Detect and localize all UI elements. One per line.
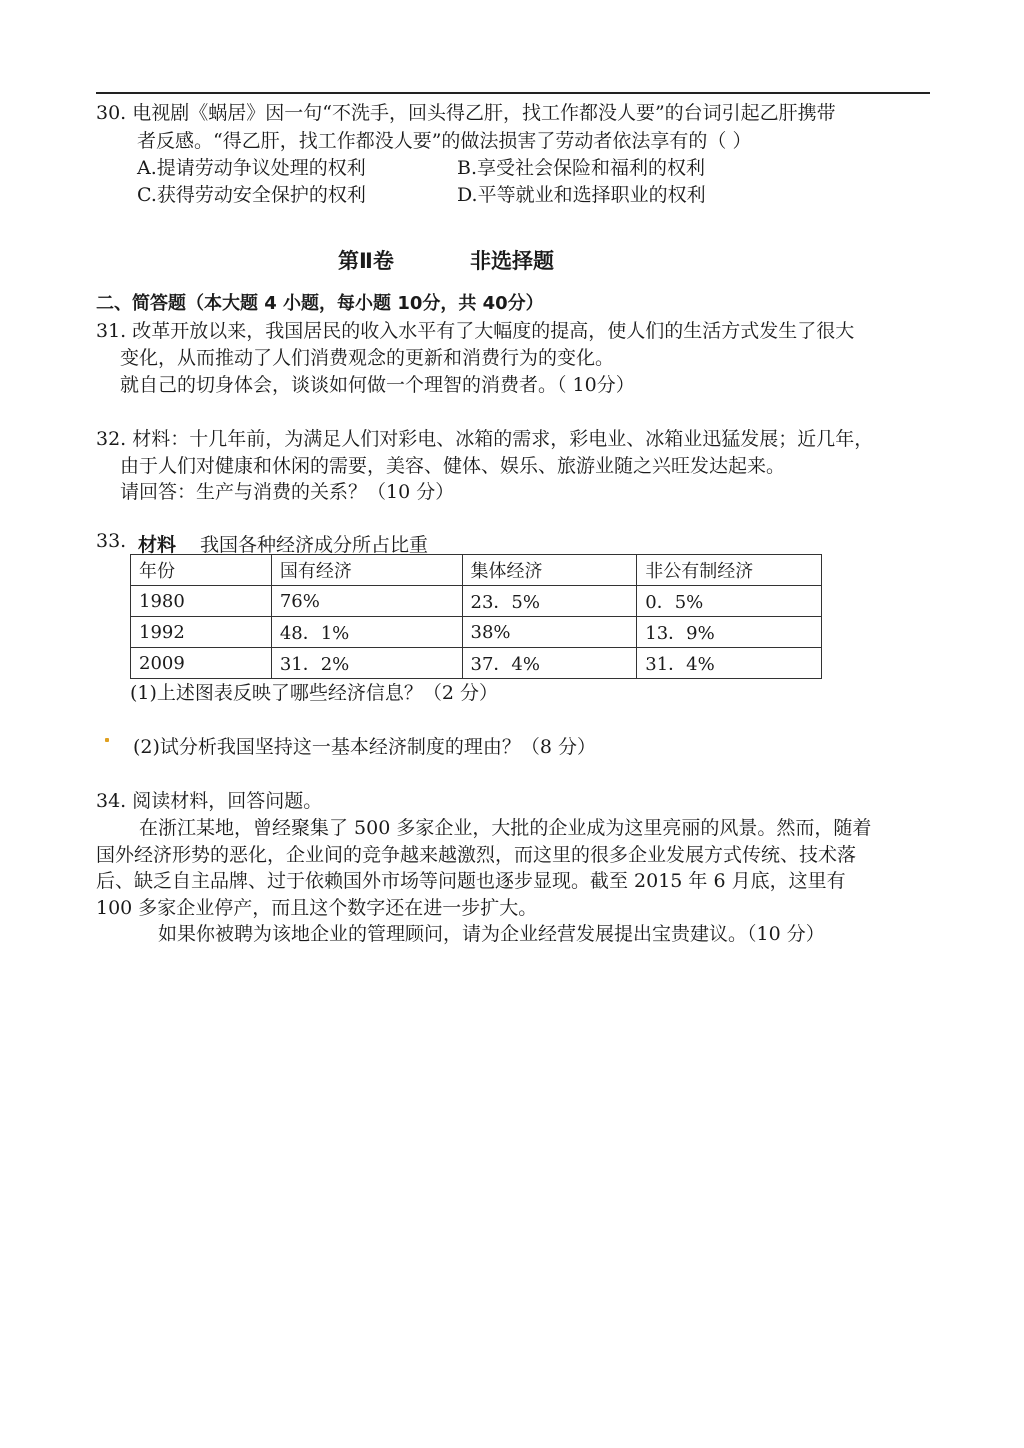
q33-caption: 我国各种经济成分所占比重 [200,534,429,556]
table-header-cell: 非公有制经济 [637,555,822,586]
q33-number: 33. [96,530,127,552]
part2-title-left: 第Ⅱ卷 [338,249,394,273]
q33-sub1: (1)上述图表反映了哪些经济信息？（2 分） [130,682,499,704]
q30-option-c: C.获得劳动安全保护的权利 [137,184,366,206]
table-cell: 2009 [131,648,272,679]
part2-title-right: 非选择题 [470,249,554,273]
table-cell: 13．9% [637,617,822,648]
table-row [131,586,822,617]
header-rule [96,92,930,94]
q31-line1: 31. 改革开放以来，我国居民的收入水平有了大幅度的提高，使人们的生活方式发生了很大 [96,320,855,342]
q34-para1-line3: 后、缺乏自主品牌、过于依赖国外市场等问题也逐步显现。截至 2015 年 6 月底，这里有 [96,870,846,892]
table-cell: 1980 [131,586,272,617]
q30-stem-line2: 者反感。“得乙肝，找工作都没人要”的做法损害了劳动者依法享有的（ ） [137,130,752,152]
economy-share-table [130,554,822,679]
table-header-cell: 年份 [131,555,272,586]
q32-line2: 由于人们对健康和休闲的需要，美容、健体、娱乐、旅游业随之兴旺发达起来。 [120,455,786,477]
q32-line3: 请回答：生产与消费的关系？（10 分） [120,481,455,503]
table-header-cell: 集体经济 [462,555,637,586]
q34-para1-line1: 在浙江某地，曾经聚集了 500 多家企业，大批的企业成为这里亮丽的风景。然而，随着 [139,817,872,839]
table-header-row [131,555,822,586]
table-cell: 23．5% [462,586,637,617]
q32-line1: 32. 材料：十几年前，为满足人们对彩电、冰箱的需求，彩电业、冰箱业迅猛发展；近几年， [96,428,874,450]
table-cell: 48．1% [271,617,462,648]
q33-material-label: 材料 [138,534,177,556]
q34-line1: 34. 阅读材料，回答问题。 [96,790,323,812]
table-cell: 38% [462,617,637,648]
q31-line2: 变化，从而推动了人们消费观念的更新和消费行为的变化。 [120,347,615,369]
q30-option-a: A.提请劳动争议处理的权利 [137,157,366,179]
stray-dot [105,738,109,742]
table-cell: 1992 [131,617,272,648]
table-cell: 37．4% [462,648,637,679]
q34-para1-line4: 100 多家企业停产，而且这个数字还在进一步扩大。 [96,897,538,919]
table-cell: 31．4% [637,648,822,679]
table-cell: 0．5% [637,586,822,617]
section2-heading: 二、简答题（本大题 4 小题，每小题 10分，共 40分） [96,293,544,314]
q34-para1-line2: 国外经济形势的恶化，企业间的竞争越来越激烈，而这里的很多企业发展方式传统、技术落 [96,844,857,866]
q30-option-d: D.平等就业和选择职业的权利 [457,184,706,206]
q34-para2: 如果你被聘为该地企业的管理顾问，请为企业经营发展提出宝贵建议。（10 分） [158,923,825,945]
q33-sub2: (2)试分析我国坚持这一基本经济制度的理由？（8 分） [133,736,597,758]
table-row [131,617,822,648]
q30-option-b: B.享受社会保险和福利的权利 [457,157,706,179]
table-header-cell: 国有经济 [271,555,462,586]
table-cell: 76% [271,586,462,617]
q30-stem-line1: 30. 电视剧《蜗居》因一句“不洗手，回头得乙肝，找工作都没人要”的台词引起乙肝携带 [96,102,836,124]
q31-line3: 就自己的切身体会，谈谈如何做一个理智的消费者。（ 10分） [120,374,635,396]
table-cell: 31．2% [271,648,462,679]
table-row [131,648,822,679]
